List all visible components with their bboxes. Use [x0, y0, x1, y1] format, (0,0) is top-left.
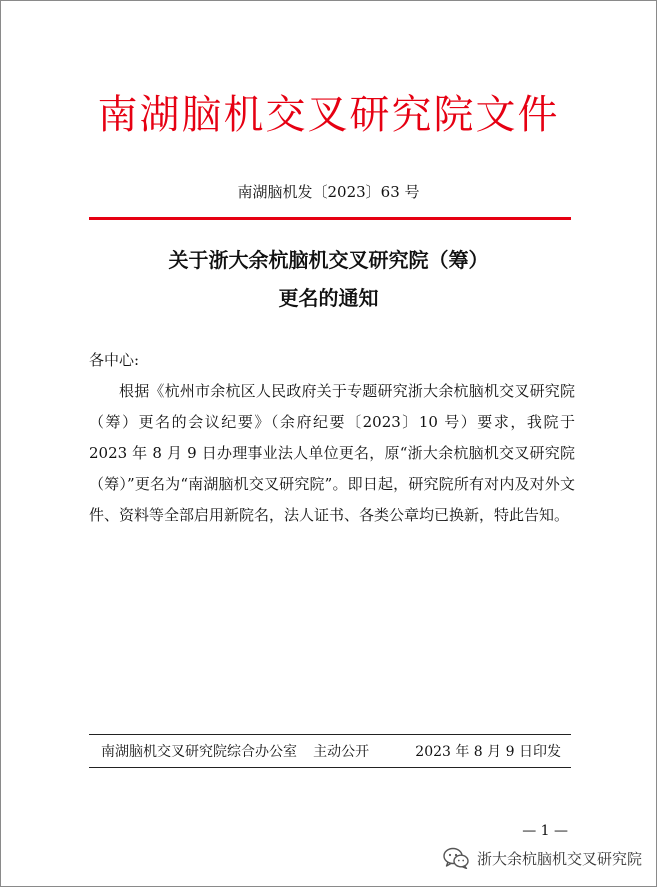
issuer-office: 南湖脑机交叉研究院综合办公室 [101, 744, 297, 760]
notice-title [1, 241, 656, 317]
issuance-footer [101, 741, 561, 761]
wechat-icon [443, 847, 469, 869]
watermark-text: 浙大余杭脑机交叉研究院 [476, 849, 642, 868]
red-divider [89, 217, 571, 220]
notice-title-line-1: 关于浙大余杭脑机交叉研究院（筹） [168, 248, 489, 272]
page-number: — 1 — [522, 823, 568, 839]
disclosure-type: 主动公开 [313, 744, 370, 760]
header-title: 南湖脑机交叉研究院文件 [97, 92, 560, 138]
footer-top-rule [89, 734, 571, 735]
issue-date: 2023 年 8 月 9 日印发 [415, 744, 561, 760]
footer-bottom-rule [89, 767, 571, 768]
notice-paragraph: 根据《杭州市余杭区人民政府关于专题研究浙大余杭脑机交叉研究院（筹）更名的会议纪要》（余府纪要〔2023〕10 号）要求，我院于 2023 年 8 月 9 日办理事业法人单位更名，原“浙大余杭脑机交叉研究院（筹）”更名为“南湖脑机交叉研究院”。即日起，研究院所有对内及对外文件、资料等全部启用新院名，法人证书、各类公章均已换新，特此告知。 [89, 382, 575, 524]
notice-body [89, 345, 575, 531]
notice-title-line-2: 更名的通知 [278, 286, 379, 310]
wechat-watermark [443, 847, 642, 869]
salutation: 各中心: [89, 351, 140, 369]
document-number: 南湖脑机发〔2023〕63 号 [237, 183, 420, 201]
